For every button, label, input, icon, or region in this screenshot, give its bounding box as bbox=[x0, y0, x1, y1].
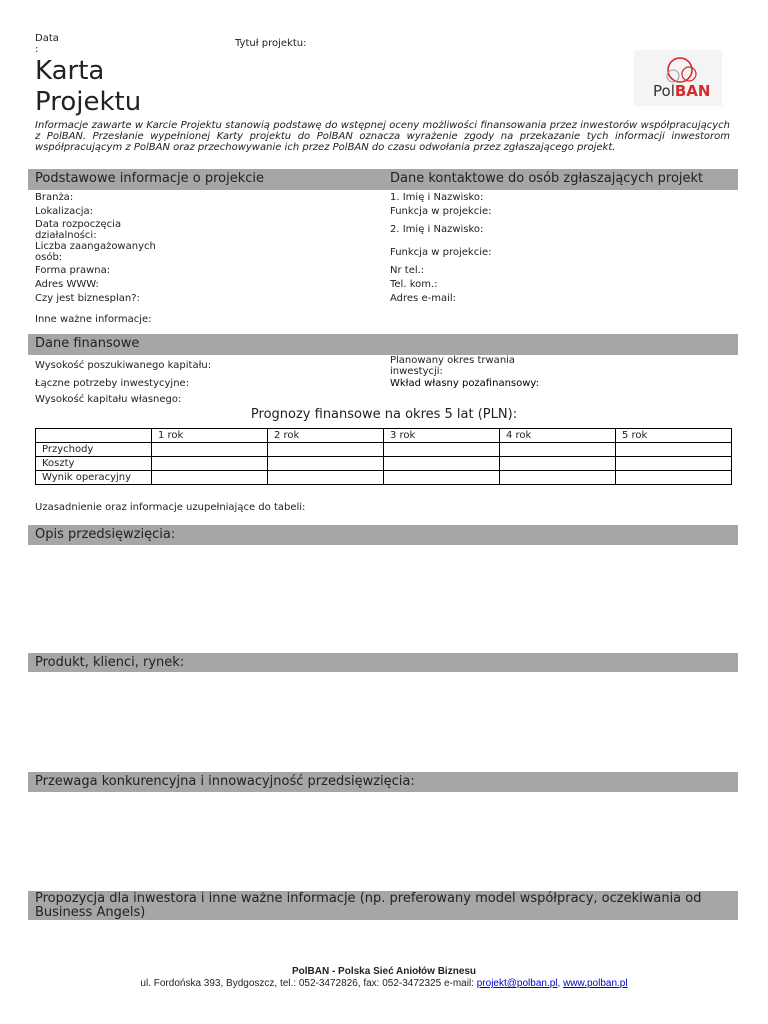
field-lokalizacja: Lokalizacja: bbox=[35, 206, 93, 217]
table-cell[interactable] bbox=[268, 471, 384, 485]
field-kapital-poszukiwany: Wysokość poszukiwanego kapitału: bbox=[35, 360, 212, 371]
table-cell[interactable] bbox=[500, 443, 616, 457]
field-liczba-osob: Liczba zaangażowanych osób: bbox=[35, 241, 156, 263]
field-funkcja1: Funkcja w projekcie: bbox=[390, 206, 492, 217]
forecast-justification-label: Uzasadnienie oraz informacje uzupełniające do tabeli: bbox=[35, 502, 306, 513]
section-basic-header: Podstawowe informacje o projekcie Dane kontaktowe do osób zgłaszających projekt bbox=[28, 169, 738, 190]
date-label: Data : bbox=[35, 33, 59, 55]
col-header: 2 rok bbox=[268, 429, 384, 443]
field-funkcja2: Funkcja w projekcie: bbox=[390, 247, 492, 258]
table-cell[interactable] bbox=[500, 457, 616, 471]
table-cell[interactable] bbox=[268, 457, 384, 471]
col-header: 1 rok bbox=[152, 429, 268, 443]
section-finance-header: Dane finansowe bbox=[28, 334, 738, 355]
field-biznesplan: Czy jest biznesplan?: bbox=[35, 293, 140, 304]
field-kapital-wlasny: Wysokość kapitału własnego: bbox=[35, 394, 182, 405]
footer-contact bbox=[0, 978, 768, 990]
table-cell[interactable] bbox=[500, 471, 616, 485]
table-header-row bbox=[36, 429, 732, 443]
table-row bbox=[36, 457, 732, 471]
project-title-label: Tytuł projektu: bbox=[235, 38, 307, 49]
table-corner-cell[interactable] bbox=[36, 429, 152, 443]
field-okres-inwestycji: Planowany okres trwania inwestycji: bbox=[390, 355, 516, 377]
section-proposal-header: Propozycja dla inwestora i inne ważne informacje (np. preferowany model współpracy, oczekiwania od Business Angels) bbox=[28, 891, 738, 920]
table-row bbox=[36, 443, 732, 457]
row-label: Wynik operacyjny bbox=[36, 471, 152, 485]
logo-wordmark: PolBAN bbox=[653, 82, 711, 100]
field-branza: Branża: bbox=[35, 192, 74, 203]
field-email: Adres e-mail: bbox=[390, 293, 457, 304]
footer-website-link[interactable]: www.polban.pl bbox=[563, 978, 628, 989]
row-label: Przychody bbox=[36, 443, 152, 457]
field-tel: Nr tel.: bbox=[390, 265, 425, 276]
page-title: Karta Projektu bbox=[35, 56, 142, 117]
field-forma-prawna: Forma prawna: bbox=[35, 265, 111, 276]
section-product-header: Produkt, klienci, rynek: bbox=[28, 653, 738, 672]
table-cell[interactable] bbox=[384, 457, 500, 471]
table-cell[interactable] bbox=[616, 457, 732, 471]
intro-text: Informacje zawarte w Karcie Projektu stanowią podstawę do wstępnej oceny możliwości finansowania przez inwestorów współpracujących z PolBAN. Przesłanie wypełnionej Karty projektu do PolBAN oznacza wyrażenie zgody na przekazanie tych informacji inwestorom współpracującym z PolBAN oraz przechowywanie ich przez PolBAN do czasu odwołania przez zgłaszającego projekt. bbox=[35, 120, 730, 153]
section-contact-header: Dane kontaktowe do osób zgłaszających projekt bbox=[390, 171, 704, 186]
table-cell[interactable] bbox=[616, 471, 732, 485]
col-header: 3 rok bbox=[384, 429, 500, 443]
table-cell[interactable] bbox=[616, 443, 732, 457]
footer-separator: , bbox=[557, 978, 564, 989]
field-wklad-wlasny: Wkład własny pozafinansowy: bbox=[390, 378, 539, 389]
field-adres-www: Adres WWW: bbox=[35, 279, 99, 290]
table-cell[interactable] bbox=[152, 457, 268, 471]
field-imie1: 1. Imię i Nazwisko: bbox=[390, 192, 484, 203]
table-row bbox=[36, 471, 732, 485]
field-data-rozpoczecia: Data rozpoczęcia działalności: bbox=[35, 219, 122, 241]
row-label: Koszty bbox=[36, 457, 152, 471]
field-imie2: 2. Imię i Nazwisko: bbox=[390, 224, 484, 235]
field-potrzeby-inwestycyjne: Łączne potrzeby inwestycyjne: bbox=[35, 378, 190, 389]
col-header: 4 rok bbox=[500, 429, 616, 443]
table-cell[interactable] bbox=[384, 471, 500, 485]
field-tel-kom: Tel. kom.: bbox=[390, 279, 438, 290]
footer-email-link[interactable]: projekt@polban.pl bbox=[476, 978, 558, 989]
table-cell[interactable] bbox=[152, 443, 268, 457]
section-description-header: Opis przedsięwzięcia: bbox=[28, 525, 738, 545]
forecast-title: Prognozy finansowe na okres 5 lat (PLN): bbox=[250, 407, 518, 422]
section-advantage-header: Przewaga konkurencyjna i innowacyjność przedsięwzięcia: bbox=[28, 772, 738, 792]
table-cell[interactable] bbox=[268, 443, 384, 457]
polban-logo bbox=[634, 50, 722, 106]
col-header: 5 rok bbox=[616, 429, 732, 443]
field-inne-informacje: Inne ważne informacje: bbox=[35, 314, 152, 325]
table-cell[interactable] bbox=[384, 443, 500, 457]
table-cell[interactable] bbox=[152, 471, 268, 485]
footer-address: ul. Fordońska 393, Bydgoszcz, tel.: 052-3472826, fax: 052-3472325 e-mail: bbox=[140, 978, 477, 989]
forecast-table bbox=[35, 428, 732, 485]
footer-org: PolBAN - Polska Sieć Aniołów Biznesu bbox=[291, 966, 477, 977]
